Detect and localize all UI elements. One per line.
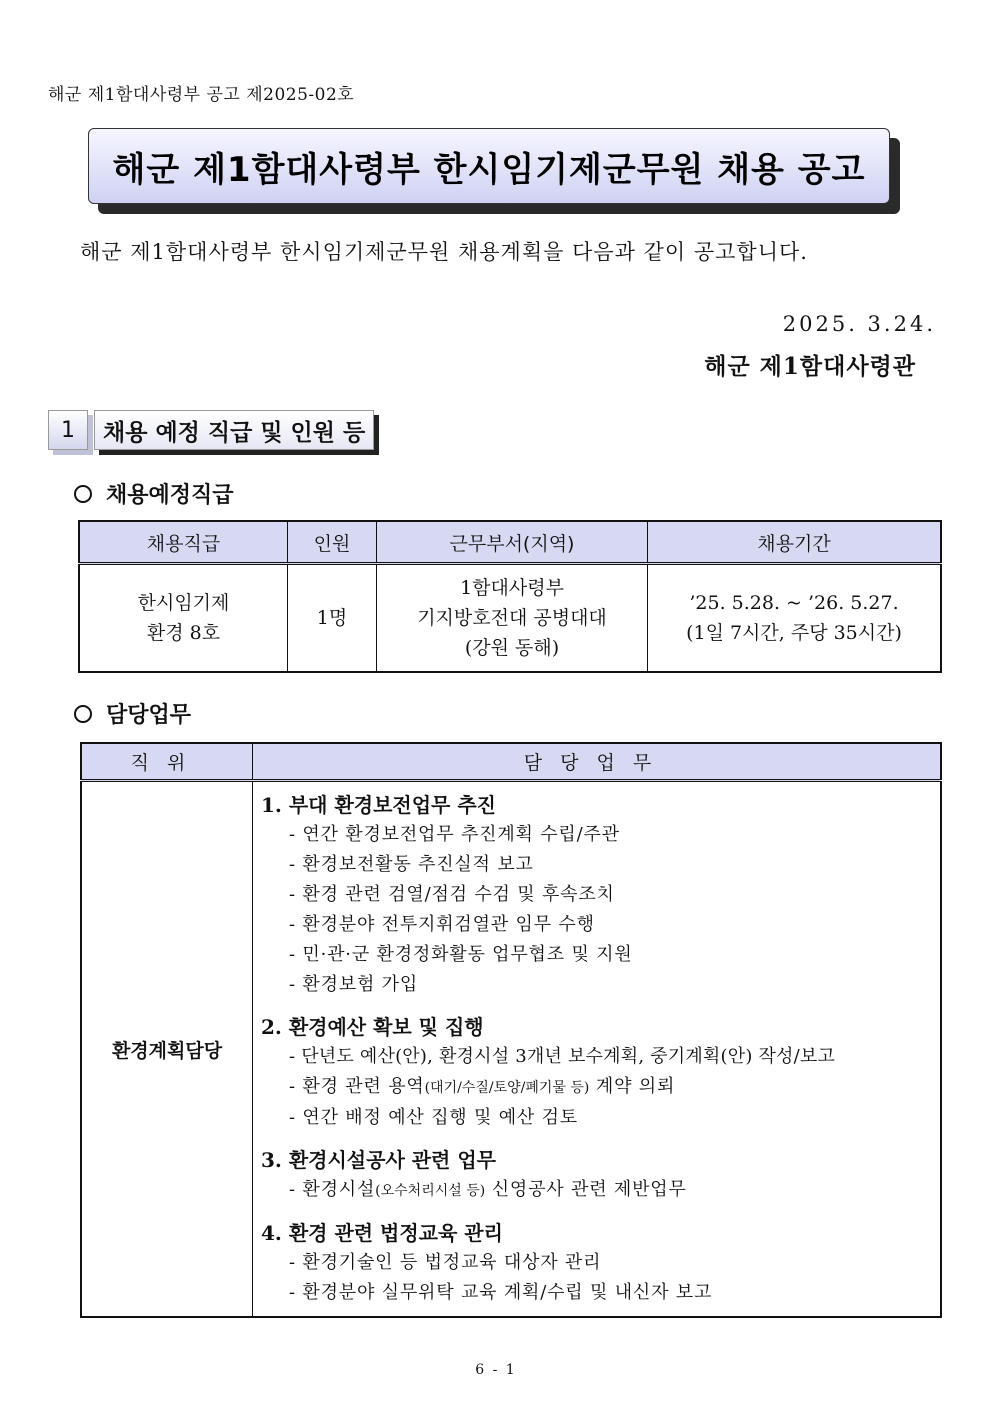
list-item: - 연간 환경보전업무 추진계획 수립/주관 [289, 824, 620, 845]
duty-group-title: 2. 환경예산 확보 및 집행 [261, 1015, 484, 1039]
item-note: (오수처리시설 등) [375, 1183, 486, 1199]
item-note: (대기/수질/토양/폐기물 등) [424, 1080, 590, 1096]
positions-heading [74, 478, 234, 509]
duty-group-3 [261, 1145, 940, 1206]
col-header-dept: 근무부서(지역) [377, 521, 648, 564]
cell-grade [79, 564, 288, 673]
list-item: - 환경분야 실무위탁 교육 계획/수립 및 내신자 보고 [289, 1282, 713, 1303]
announcement-number: 해군 제1함대사령부 공고 제2025-02호 [48, 85, 355, 105]
list-item: - 민·관·군 환경정화활동 업무협조 및 지원 [289, 944, 633, 965]
grade-line-2: 환경 8호 [146, 622, 221, 644]
list-item [261, 1072, 940, 1103]
dept-line-3: (강원 동해) [464, 637, 560, 659]
list-item: - 환경보전활동 추진실적 보고 [289, 854, 534, 875]
col-header-grade: 채용직급 [79, 521, 288, 564]
cell-dept [377, 564, 648, 673]
circle-bullet-icon [74, 485, 92, 503]
cell-period [648, 564, 942, 673]
item-text: - 환경 관련 용역 [289, 1076, 425, 1097]
list-item: - 연간 배정 예산 집행 및 예산 검토 [289, 1107, 578, 1128]
duty-group-title: 3. 환경시설공사 관련 업무 [261, 1148, 496, 1172]
duty-group-2 [261, 1012, 940, 1133]
duties-table [80, 742, 942, 1318]
positions-heading-label: 채용예정직급 [106, 482, 234, 508]
duties-heading [74, 698, 191, 729]
item-text: 계약 의뢰 [595, 1076, 676, 1097]
col-header-duties: 담당업무 [253, 743, 942, 781]
list-item: - 환경 관련 검열/점검 수검 및 후속조치 [289, 884, 615, 905]
table-row [81, 781, 941, 1318]
title-box [88, 128, 890, 204]
page-title: 해군 제1함대사령부 한시임기제군무원 채용 공고 [112, 149, 866, 190]
page-number: 6 - 1 [475, 1362, 517, 1378]
dept-line-1: 1함대사령부 [460, 577, 564, 599]
announcement-date: 2025. 3.24. [782, 312, 936, 336]
positions-table [78, 520, 942, 673]
issuer: 해군 제1함대사령관 [704, 353, 916, 380]
table-header-row [79, 521, 941, 564]
duties-heading-label: 담당업무 [106, 702, 192, 728]
list-item: - 환경보험 가입 [289, 974, 419, 995]
item-text: - 환경시설 [289, 1179, 376, 1200]
duty-group-4 [261, 1218, 940, 1308]
period-line-1: ’25. 5.28. ~ ’26. 5.27. [689, 592, 899, 614]
col-header-role: 직위 [81, 743, 253, 781]
col-header-count: 인원 [288, 521, 377, 564]
section-number: 1 [48, 410, 88, 450]
circle-bullet-icon [74, 705, 92, 723]
dept-line-2: 기지방호전대 공병대대 [417, 607, 607, 629]
intro-text: 해군 제1함대사령부 한시임기제군무원 채용계획을 다음과 같이 공고합니다. [80, 240, 808, 264]
period-line-2: (1일 7시간, 주당 35시간) [686, 622, 902, 644]
item-text: 신영공사 관련 제반업무 [491, 1179, 687, 1200]
list-item: - 단년도 예산(안), 환경시설 3개년 보수계획, 중기계획(안) 작성/보고 [289, 1046, 836, 1067]
cell-role: 환경계획담당 [81, 781, 253, 1318]
duty-group-title: 1. 부대 환경보전업무 추진 [261, 793, 496, 817]
duty-group-1 [261, 790, 940, 1000]
list-item: - 환경기술인 등 법정교육 대상자 관리 [289, 1252, 602, 1273]
duty-group-title: 4. 환경 관련 법정교육 관리 [261, 1221, 503, 1245]
list-item: - 환경분야 전투지휘검열관 임무 수행 [289, 914, 595, 935]
section-title: 채용 예정 직급 및 인원 등 [94, 410, 374, 450]
table-header-row [81, 743, 941, 781]
cell-count: 1명 [288, 564, 377, 673]
col-header-period: 채용기간 [648, 521, 942, 564]
title-banner [88, 128, 890, 204]
list-item [261, 1175, 940, 1206]
grade-line-1: 한시임기제 [137, 592, 230, 614]
table-row [79, 564, 941, 673]
cell-duties [253, 781, 942, 1318]
